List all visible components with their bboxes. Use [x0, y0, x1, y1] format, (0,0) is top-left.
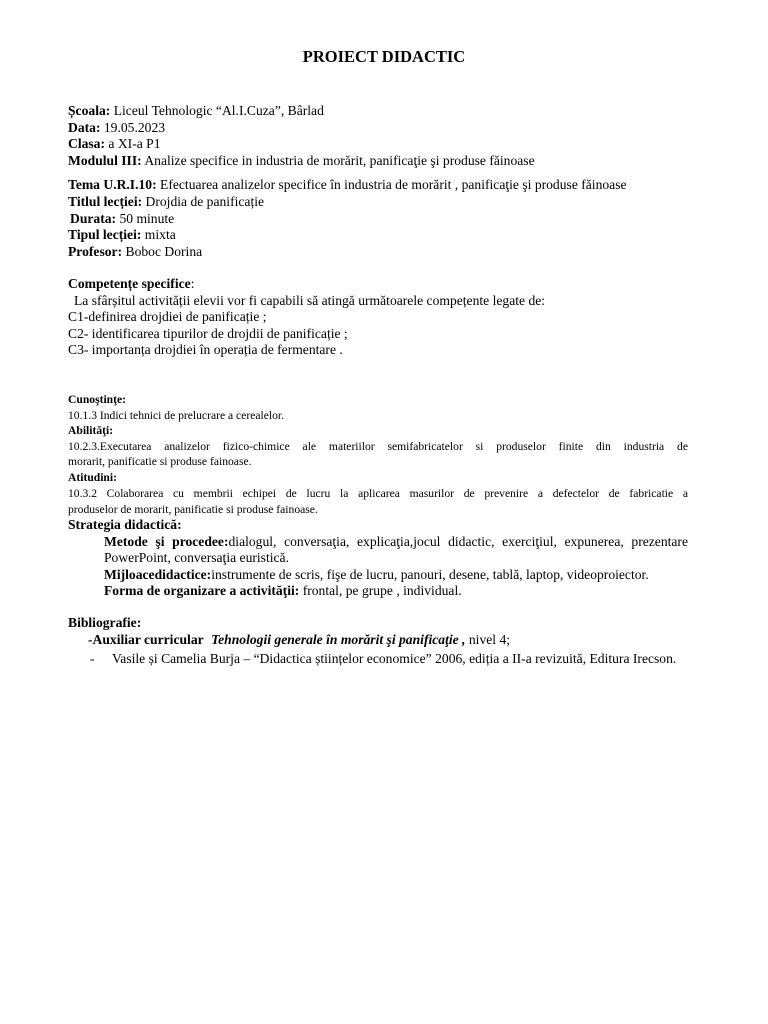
atitudini-text-line2: produselor de morarit, panificatie si produse fainoase.: [68, 502, 318, 516]
atitudini-text-line1: 10.3.2 Colaborarea cu membrii echipei de lucru la aplicarea masurilor de prevenire a defectelor de fabricatie a: [68, 487, 688, 500]
abilitati-text-line1: 10.2.3.Executarea analizelor fizico-chimice ale materiilor semifabricatelor si produselor finite din industria de: [68, 439, 688, 453]
bibliografie-suffix: nivel 4;: [468, 632, 511, 647]
forma-line: [104, 583, 462, 600]
modulul-value: Analize specifice in industria de morărit, panificaţie şi produse făinoase: [144, 152, 535, 168]
cunostinte-text: 10.1.3 Indici tehnici de prelucrare a cerealelor.: [68, 408, 284, 422]
tema-label: Tema U.R.I.10:: [68, 177, 157, 192]
tipul-value: mixta: [144, 227, 176, 242]
clasa-label: Clasa:: [68, 136, 106, 151]
competente-colon: :: [190, 276, 195, 291]
titlul-label: Titlul lecției:: [68, 194, 143, 209]
bibliografie-book-title: Tehnologii generale în morărit şi panificaţie ,: [211, 632, 466, 647]
durata-value: 50 minute: [119, 210, 175, 226]
mijloace-label: Mijloacedidactice:: [104, 566, 212, 582]
atitudini-heading: Atitudini:: [68, 471, 117, 484]
competente-heading-line: [68, 276, 194, 293]
scoala-line: [68, 103, 324, 120]
abilitati-text-line2: morarit, panificatie si produse fainoase.: [68, 455, 252, 468]
clasa-value: a XI-a P1: [108, 136, 161, 151]
tema-line: [68, 177, 627, 194]
metode-label: Metode şi procedee:: [104, 533, 229, 549]
tipul-label: Tipul lecției:: [68, 227, 142, 242]
bibliografie-item: [88, 632, 510, 649]
competenta-item: C2- identificarea tipurilor de drojdii de panificație ;: [68, 325, 348, 341]
bibliografie-item-text: Vasile și Camelia Burja – “Didactica științelor economice” 2006, ediția a II-a revizuită, Editura Irecson.: [112, 651, 677, 666]
cunostinte-heading: Cunoştinţe:: [68, 393, 126, 406]
forma-value: frontal, pe grupe , individual.: [302, 583, 462, 598]
forma-label: Forma de organizare a activităţii:: [104, 583, 300, 598]
mijloace-value: instrumente de scris, fişe de lucru, panouri, desene, tablă, laptop, videoproiector.: [211, 566, 649, 582]
data-line: [68, 120, 165, 137]
document-title: PROIECT DIDACTIC: [302, 47, 466, 66]
tema-value: Efectuarea analizelor specifice în industria de morărit , panificaţie şi produse făinoase: [160, 177, 627, 192]
bibliografie-heading: Bibliografie:: [68, 615, 142, 630]
titlul-value: Drojdia de panificație: [145, 194, 265, 209]
tipul-line: [68, 227, 176, 244]
competente-heading: Competențe specifice: [68, 276, 191, 291]
modulul-line: [68, 153, 535, 170]
scoala-value: Liceul Tehnologic “Al.I.Cuza”, Bârlad: [113, 103, 324, 118]
scoala-label: Școala:: [68, 103, 111, 118]
clasa-line: [68, 136, 161, 153]
abilitati-heading: Abilităţi:: [68, 424, 114, 437]
data-value: 19.05.2023: [103, 119, 166, 135]
metode-line2: PowerPoint, conversaţia euristică.: [104, 550, 289, 565]
profesor-line: [68, 244, 202, 261]
competenta-item: C3- importanța drojdiei în operația de fermentare .: [68, 342, 343, 357]
profesor-label: Profesor:: [68, 243, 123, 259]
bibliografie-bullet: -: [90, 651, 95, 666]
competenta-item: C1-definirea drojdiei de panificație ;: [68, 309, 267, 324]
titlul-line: [68, 194, 264, 211]
mijloace-line: [104, 567, 649, 584]
competente-intro: La sfârșitul activității elevii vor fi capabili să atingă următoarele compețente legate de:: [74, 292, 546, 308]
metode-line1: [104, 534, 688, 551]
data-label: Data:: [68, 119, 101, 135]
bibliografie-prefix: -Auxiliar curricular: [88, 632, 204, 647]
strategia-heading: Strategia didactică:: [68, 517, 182, 532]
profesor-value: Boboc Dorina: [125, 243, 203, 259]
durata-line: [70, 211, 174, 228]
metode-value: dialogul, conversaţia, explicaţia,jocul didactic, exerciţiul, expunerea, prezentare: [228, 533, 688, 549]
durata-label: Durata:: [70, 210, 117, 226]
modulul-label: Modulul III:: [68, 152, 142, 168]
